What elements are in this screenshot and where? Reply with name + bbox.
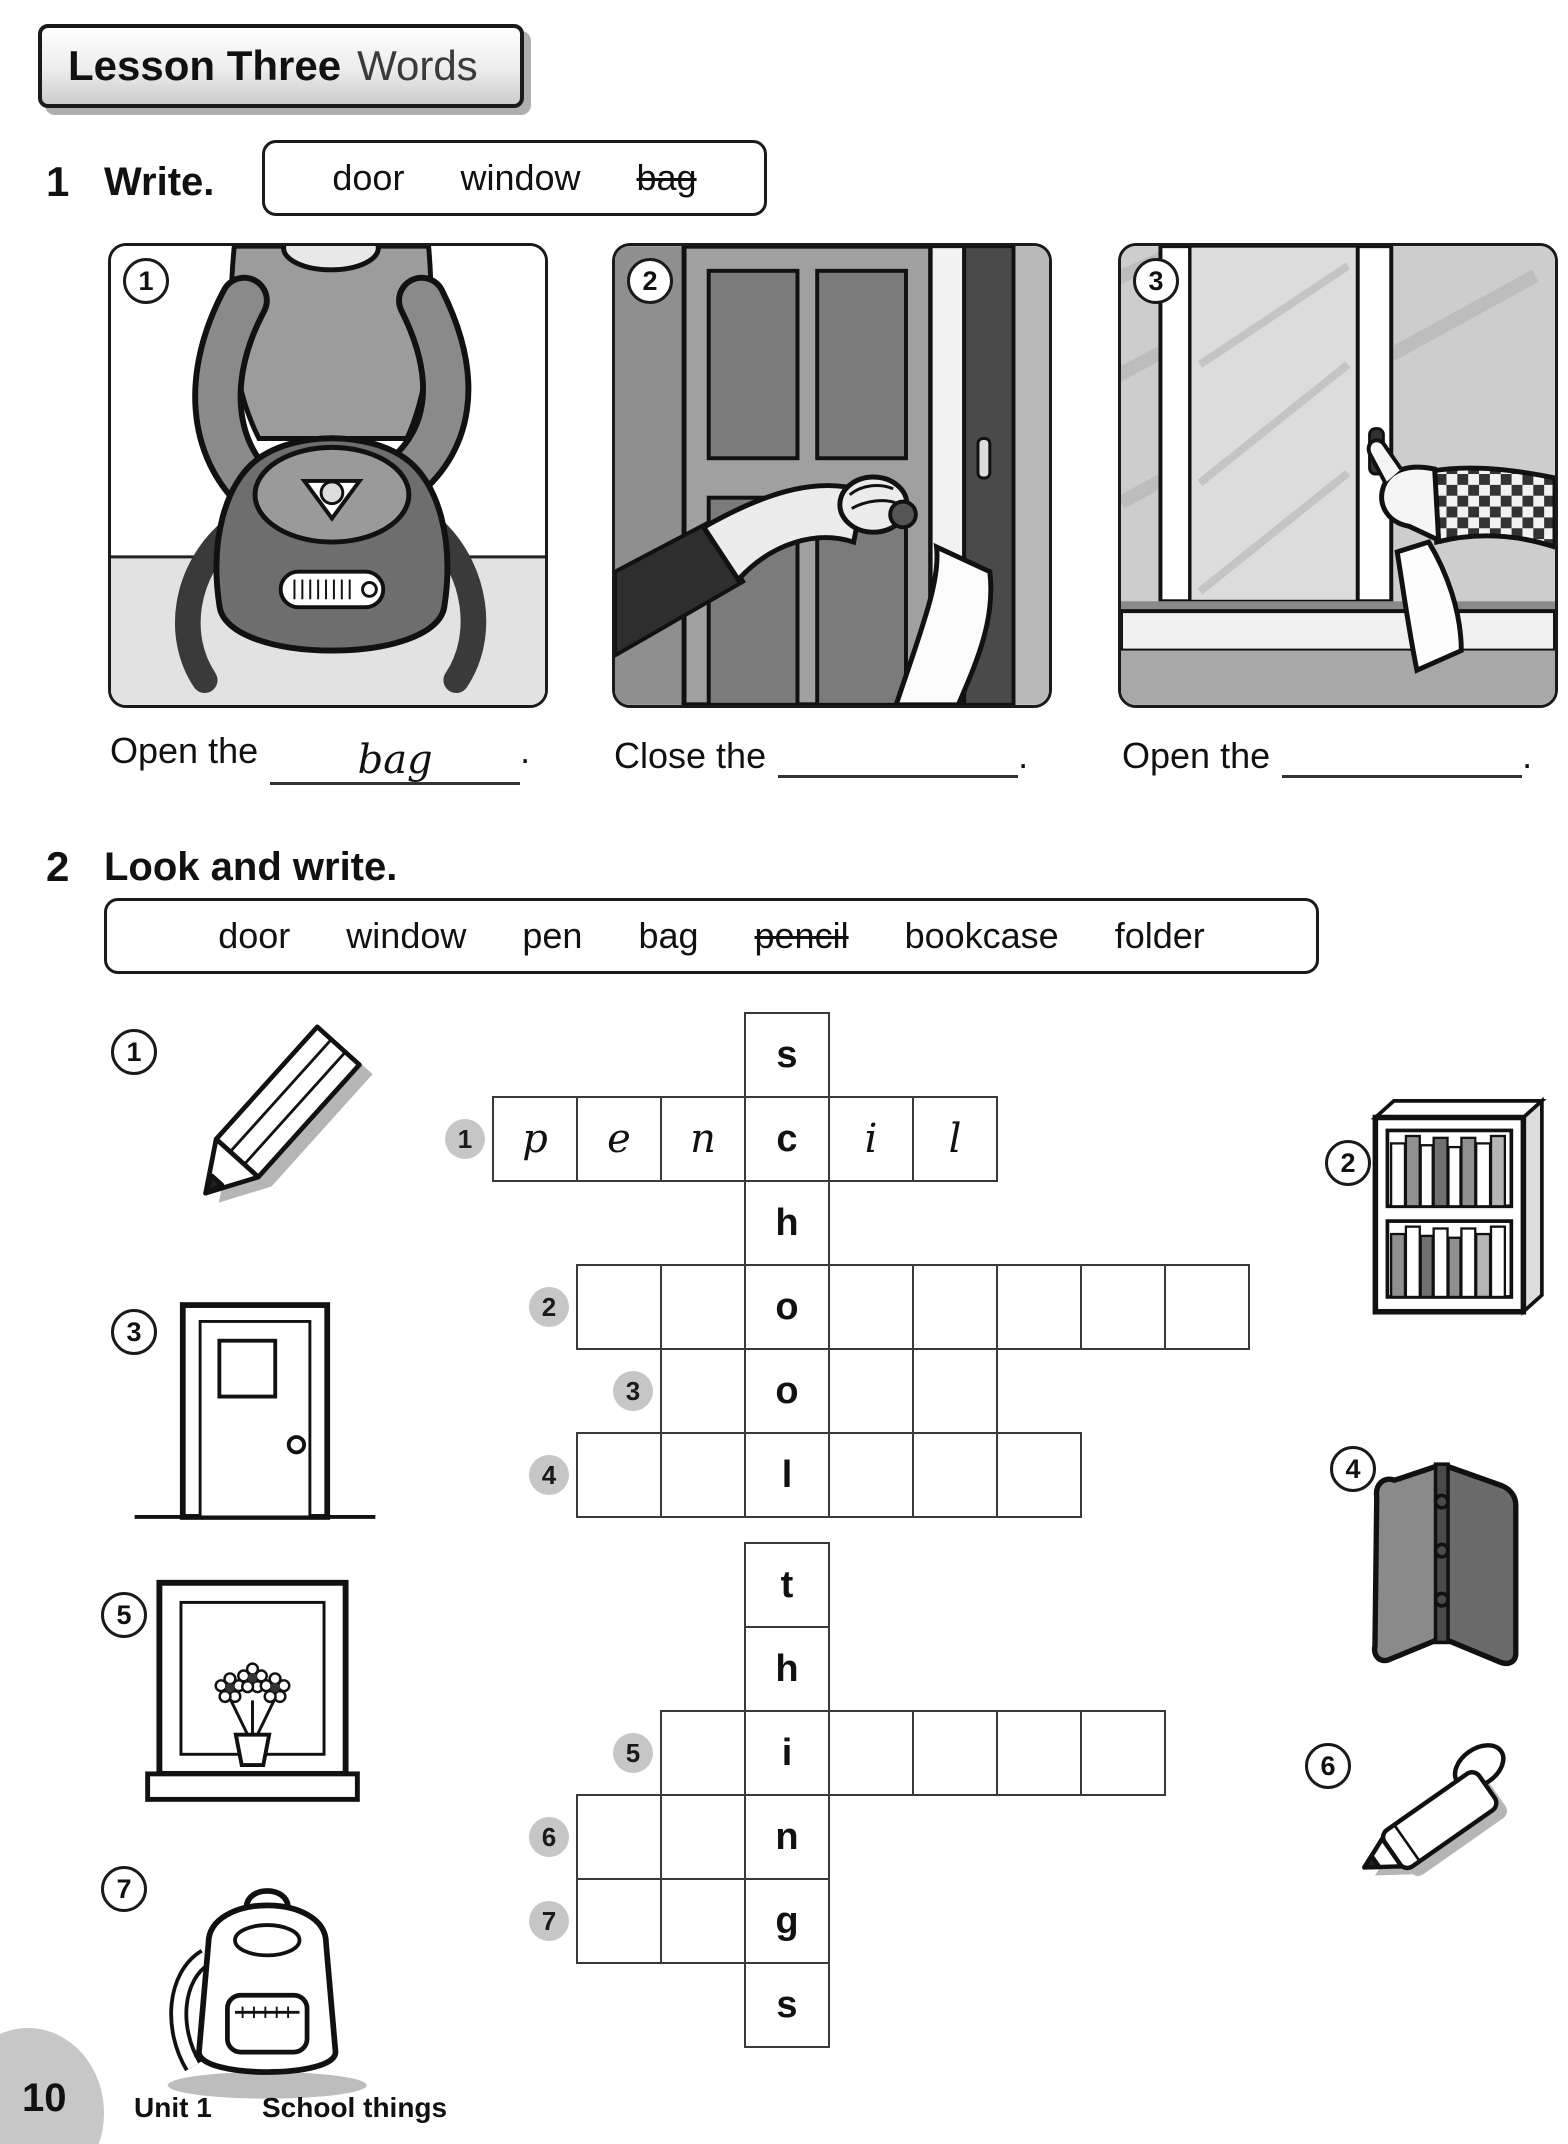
- crossword-vertical-cell: t: [744, 1542, 830, 1628]
- crossword-vertical-cell: s: [744, 1012, 830, 1098]
- word-bank-item-struck: bag: [636, 157, 697, 198]
- exercise2-word-bank: [104, 898, 1319, 974]
- word-bank-item: window: [460, 157, 581, 198]
- clue-picture-bookcase: [1325, 1085, 1565, 1345]
- crossword-vertical-cell: n: [744, 1794, 830, 1880]
- window-opening-illustration: [1121, 246, 1555, 705]
- bookcase-icon: [1343, 1085, 1565, 1335]
- door-icon: [125, 1290, 385, 1532]
- answer-blank[interactable]: [270, 737, 520, 785]
- crossword-vertical-cell: c: [744, 1096, 830, 1182]
- caption-open-bag: [110, 730, 530, 785]
- picture-number-badge: 4: [1330, 1446, 1376, 1492]
- picture-number-badge: 3: [111, 1309, 157, 1355]
- crossword-vertical-cell: l: [744, 1432, 830, 1518]
- crossword-cell[interactable]: [828, 1264, 914, 1350]
- pen-icon: [1327, 1715, 1567, 1915]
- crossword-cell[interactable]: [660, 1348, 746, 1434]
- caption-period: .: [1522, 735, 1533, 776]
- crossword-vertical-cell: i: [744, 1710, 830, 1796]
- picture-number-badge: 1: [111, 1029, 157, 1075]
- lesson-subtitle: Words: [357, 42, 478, 89]
- footer-unit-topic: School things: [262, 2092, 448, 2123]
- door-closing-illustration: [615, 246, 1049, 705]
- crossword-cell[interactable]: [576, 1794, 662, 1880]
- crossword-clue-number: 1: [445, 1119, 485, 1159]
- window-icon: [120, 1573, 385, 1818]
- crossword-cell: i: [828, 1096, 914, 1182]
- crossword-cell: e: [576, 1096, 662, 1182]
- picture-number-badge: 1: [123, 258, 169, 304]
- crossword-cell[interactable]: [576, 1878, 662, 1964]
- crossword-cell[interactable]: [1080, 1264, 1166, 1350]
- exercise1-title: Write.: [104, 160, 215, 204]
- crossword-vertical-cell: h: [744, 1180, 830, 1266]
- word-bank-item: door: [218, 915, 291, 956]
- crossword-cell[interactable]: [996, 1710, 1082, 1796]
- clue-picture-pen: [1305, 1715, 1565, 1935]
- crossword-clue-number: 6: [529, 1817, 569, 1857]
- clue-picture-window: [95, 1568, 395, 1833]
- crossword-cell[interactable]: [660, 1264, 746, 1350]
- crossword-cell[interactable]: [1164, 1264, 1250, 1350]
- page-number: 10: [22, 2076, 67, 2120]
- caption-prefix: Open the: [110, 730, 259, 771]
- crossword-cell[interactable]: [996, 1264, 1082, 1350]
- crossword-cell[interactable]: [828, 1432, 914, 1518]
- crossword-cell[interactable]: [912, 1432, 998, 1518]
- exercise2-number: 2: [46, 843, 70, 890]
- crossword-cell[interactable]: [660, 1794, 746, 1880]
- picture-number-badge: 7: [101, 1866, 147, 1912]
- crossword-vertical-cell: g: [744, 1878, 830, 1964]
- crossword-cell[interactable]: [660, 1878, 746, 1964]
- crossword-clue-number: 5: [613, 1733, 653, 1773]
- crossword-vertical-cell: h: [744, 1626, 830, 1712]
- word-bank-item: bookcase: [904, 915, 1059, 956]
- crossword-cell: l: [912, 1096, 998, 1182]
- word-bank-item: window: [346, 915, 467, 956]
- crossword-clue-number: 2: [529, 1287, 569, 1327]
- exercise1-number: 1: [46, 158, 70, 205]
- folder-icon: [1350, 1448, 1555, 1680]
- crossword-clue-number: 3: [613, 1371, 653, 1411]
- crossword-vertical-cell: o: [744, 1264, 830, 1350]
- caption-close-door: [614, 730, 1028, 778]
- bag-opening-illustration: [111, 246, 545, 705]
- crossword-cell[interactable]: [912, 1710, 998, 1796]
- crossword-cell[interactable]: [828, 1348, 914, 1434]
- clue-picture-bag: [95, 1842, 405, 2122]
- clue-picture-pencil: [105, 1005, 395, 1265]
- crossword-vertical-cell: s: [744, 1962, 830, 2048]
- caption-period: .: [520, 730, 531, 771]
- crossword-clue-number: 4: [529, 1455, 569, 1495]
- crossword-cell[interactable]: [660, 1710, 746, 1796]
- crossword-cell[interactable]: [912, 1348, 998, 1434]
- crossword-cell[interactable]: [996, 1432, 1082, 1518]
- picture-number-badge: 6: [1305, 1743, 1351, 1789]
- word-bank-item-struck: pencil: [754, 915, 849, 956]
- picture-opening-window: [1118, 243, 1558, 708]
- caption-period: .: [1018, 735, 1029, 776]
- bag-icon: [125, 1852, 400, 2110]
- picture-number-badge: 2: [1325, 1140, 1371, 1186]
- picture-opening-bag: [108, 243, 548, 708]
- crossword-cell[interactable]: [660, 1432, 746, 1518]
- picture-closing-door: [612, 243, 1052, 708]
- crossword-cell[interactable]: [912, 1264, 998, 1350]
- caption-prefix: Close the: [614, 735, 767, 776]
- crossword-cell[interactable]: [1080, 1710, 1166, 1796]
- word-bank-item: folder: [1114, 915, 1205, 956]
- caption-prefix: Open the: [1122, 735, 1271, 776]
- answer-blank[interactable]: [1282, 730, 1522, 778]
- crossword-cell: n: [660, 1096, 746, 1182]
- crossword-cell[interactable]: [828, 1710, 914, 1796]
- crossword-cell[interactable]: [576, 1432, 662, 1518]
- word-bank-item: pen: [522, 915, 583, 956]
- clue-picture-folder: [1330, 1438, 1560, 1688]
- word-bank-item: bag: [638, 915, 699, 956]
- crossword-vertical-cell: o: [744, 1348, 830, 1434]
- caption-open-window: [1122, 730, 1532, 778]
- word-bank-item: door: [332, 157, 405, 198]
- picture-number-badge: 2: [627, 258, 673, 304]
- crossword-clue-number: 7: [529, 1901, 569, 1941]
- handwritten-answer: bag: [357, 737, 433, 783]
- crossword-cell: p: [492, 1096, 578, 1182]
- lesson-title: Lesson Three: [68, 42, 342, 89]
- answer-blank[interactable]: [778, 730, 1018, 778]
- exercise2-title: Look and write.: [104, 845, 398, 889]
- picture-number-badge: 5: [101, 1592, 147, 1638]
- footer-unit-label: Unit 1: [134, 2092, 212, 2123]
- pencil-icon: [135, 1005, 390, 1255]
- exercise1-word-bank: [262, 140, 767, 216]
- crossword-cell[interactable]: [576, 1264, 662, 1350]
- clue-picture-door: [105, 1285, 395, 1545]
- lesson-header: [38, 24, 524, 108]
- picture-number-badge: 3: [1133, 258, 1179, 304]
